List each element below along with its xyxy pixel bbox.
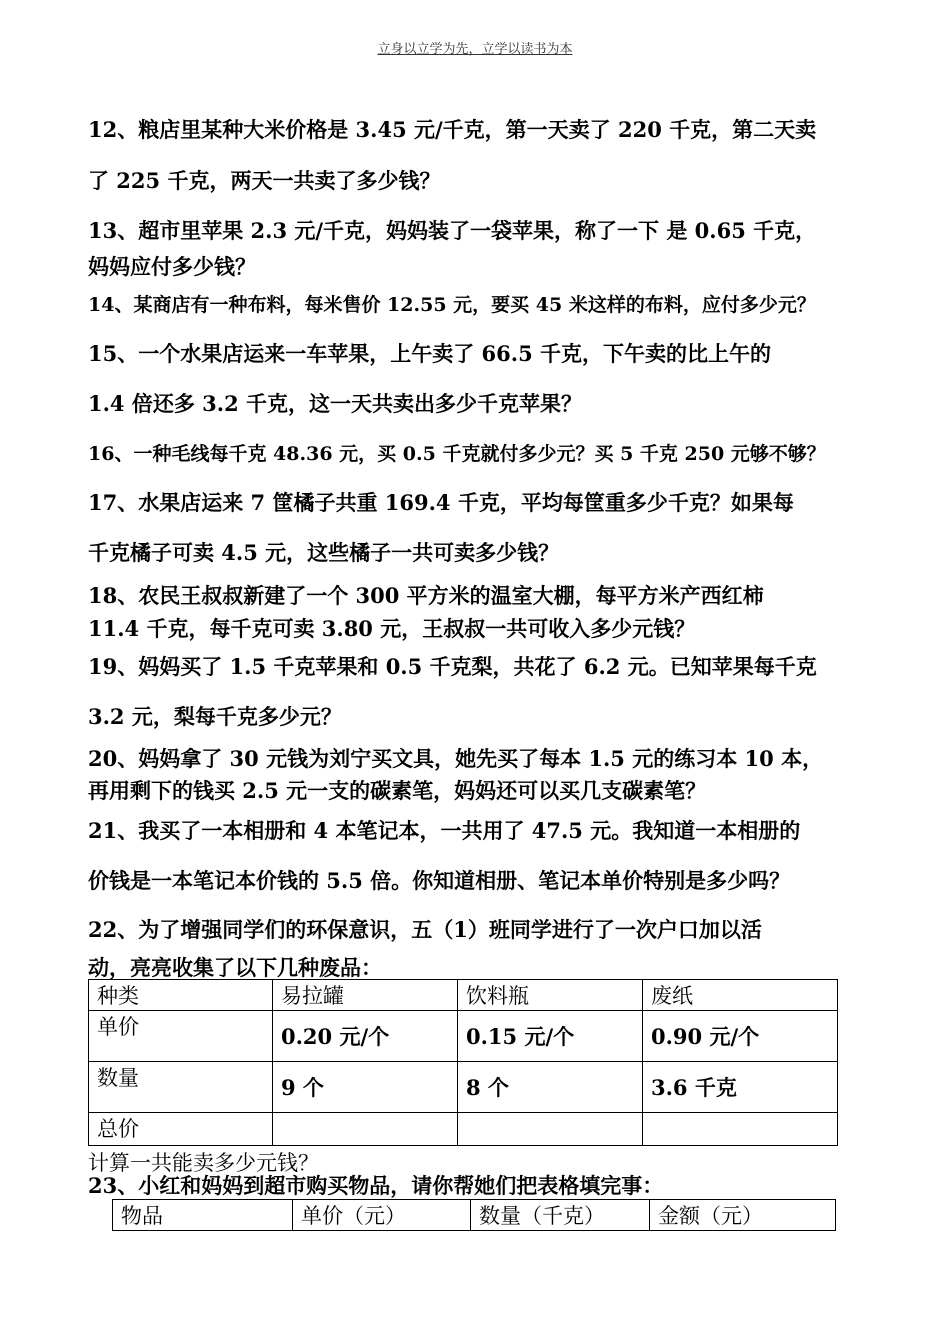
question-line: 动，亮亮收集了以下几种废品：	[88, 955, 382, 980]
question-line: 19、妈妈买了 1.5 千克苹果和 0.5 千克梨，共花了 6.2 元。已知苹果每千克	[88, 654, 817, 679]
table-cell	[273, 1113, 458, 1146]
table-cell	[458, 1113, 643, 1146]
question-line: 再用剩下的钱买 2.5 元一支的碳素笔，妈妈还可以买几支碳素笔？	[88, 778, 707, 803]
table-cell: 0.15 元/个	[458, 1011, 643, 1062]
table-header-row	[113, 1200, 836, 1231]
table-cell: 易拉罐	[273, 980, 458, 1011]
question-line: 22、为了增强同学们的环保意识，五（1）班同学进行了一次户口加以活	[88, 917, 762, 942]
question-line: 21、我买了一本相册和 4 本笔记本，一共用了 47.5 元。我知道一本相册的	[88, 818, 801, 843]
table-row	[89, 1113, 838, 1146]
table-cell: 单价（元）	[293, 1200, 471, 1231]
table-cell: 饮料瓶	[458, 980, 643, 1011]
page-header: 立身以立学为先，立学以读书为本	[377, 42, 573, 57]
table-cell: 数量（千克）	[471, 1200, 650, 1231]
question-line: 23、小红和妈妈到超市购买物品，请你帮她们把表格填完事：	[88, 1173, 664, 1198]
table-cell: 单价	[89, 1011, 273, 1062]
question-line: 价钱是一本笔记本价钱的 5.5 倍。你知道相册、笔记本单价特别是多少吗？	[88, 868, 791, 893]
question-line: 13、超市里苹果 2.3 元/千克，妈妈装了一袋苹果，称了一下 是 0.65 千克，	[88, 218, 817, 243]
question-line: 计算一共能卖多少元钱？	[88, 1151, 319, 1175]
question-line: 3.2 元，梨每千克多少元？	[88, 704, 342, 729]
table-cell	[643, 1113, 838, 1146]
table-header-row	[89, 980, 838, 1011]
question-line: 20、妈妈拿了 30 元钱为刘宁买文具，她先买了每本 1.5 元的练习本 10 本，	[88, 746, 824, 771]
question-line: 千克橘子可卖 4.5 元，这些橘子一共可卖多少钱？	[88, 540, 560, 565]
question-line: 12、粮店里某种大米价格是 3.45 元/千克，第一天卖了 220 千克，第二天卖	[88, 117, 817, 142]
table-cell: 3.6 千克	[643, 1062, 838, 1113]
table-row	[89, 1062, 838, 1113]
question-line: 了 225 千克，两天一共卖了多少钱？	[88, 168, 441, 193]
question-line: 妈妈应付多少钱？	[88, 254, 256, 279]
question-line: 15、一个水果店运来一车苹果，上午卖了 66.5 千克，下午卖的比上午的	[88, 341, 771, 366]
question-line: 1.4 倍还多 3.2 千克，这一天共卖出多少千克苹果？	[88, 391, 583, 416]
table-cell: 物品	[113, 1200, 293, 1231]
table-cell: 0.90 元/个	[643, 1011, 838, 1062]
question-line: 16、一种毛线每千克 48.36 元，买 0.5 千克就付多少元？买 5 千克 250 元够不够？	[88, 443, 826, 465]
shopping-table	[112, 1199, 836, 1231]
table-cell: 9 个	[273, 1062, 458, 1113]
table-row	[89, 1011, 838, 1062]
question-line: 18、农民王叔叔新建了一个 300 平方米的温室大棚，每平方米产西红柿	[88, 583, 764, 608]
table-cell: 废纸	[643, 980, 838, 1011]
table-cell: 0.20 元/个	[273, 1011, 458, 1062]
waste-table	[88, 979, 838, 1146]
table-cell: 数量	[89, 1062, 273, 1113]
table-cell: 种类	[89, 980, 273, 1011]
question-line: 17、水果店运来 7 筐橘子共重 169.4 千克，平均每筐重多少千克？如果每	[88, 490, 794, 515]
table-cell: 金额（元）	[650, 1200, 836, 1231]
table-cell: 8 个	[458, 1062, 643, 1113]
table-cell: 总价	[89, 1113, 273, 1146]
question-line: 11.4 千克，每千克可卖 3.80 元，王叔叔一共可收入多少元钱？	[88, 616, 696, 641]
question-line: 14、某商店有一种布料，每米售价 12.55 元，要买 45 米这样的布料，应付多少元？	[88, 294, 816, 316]
